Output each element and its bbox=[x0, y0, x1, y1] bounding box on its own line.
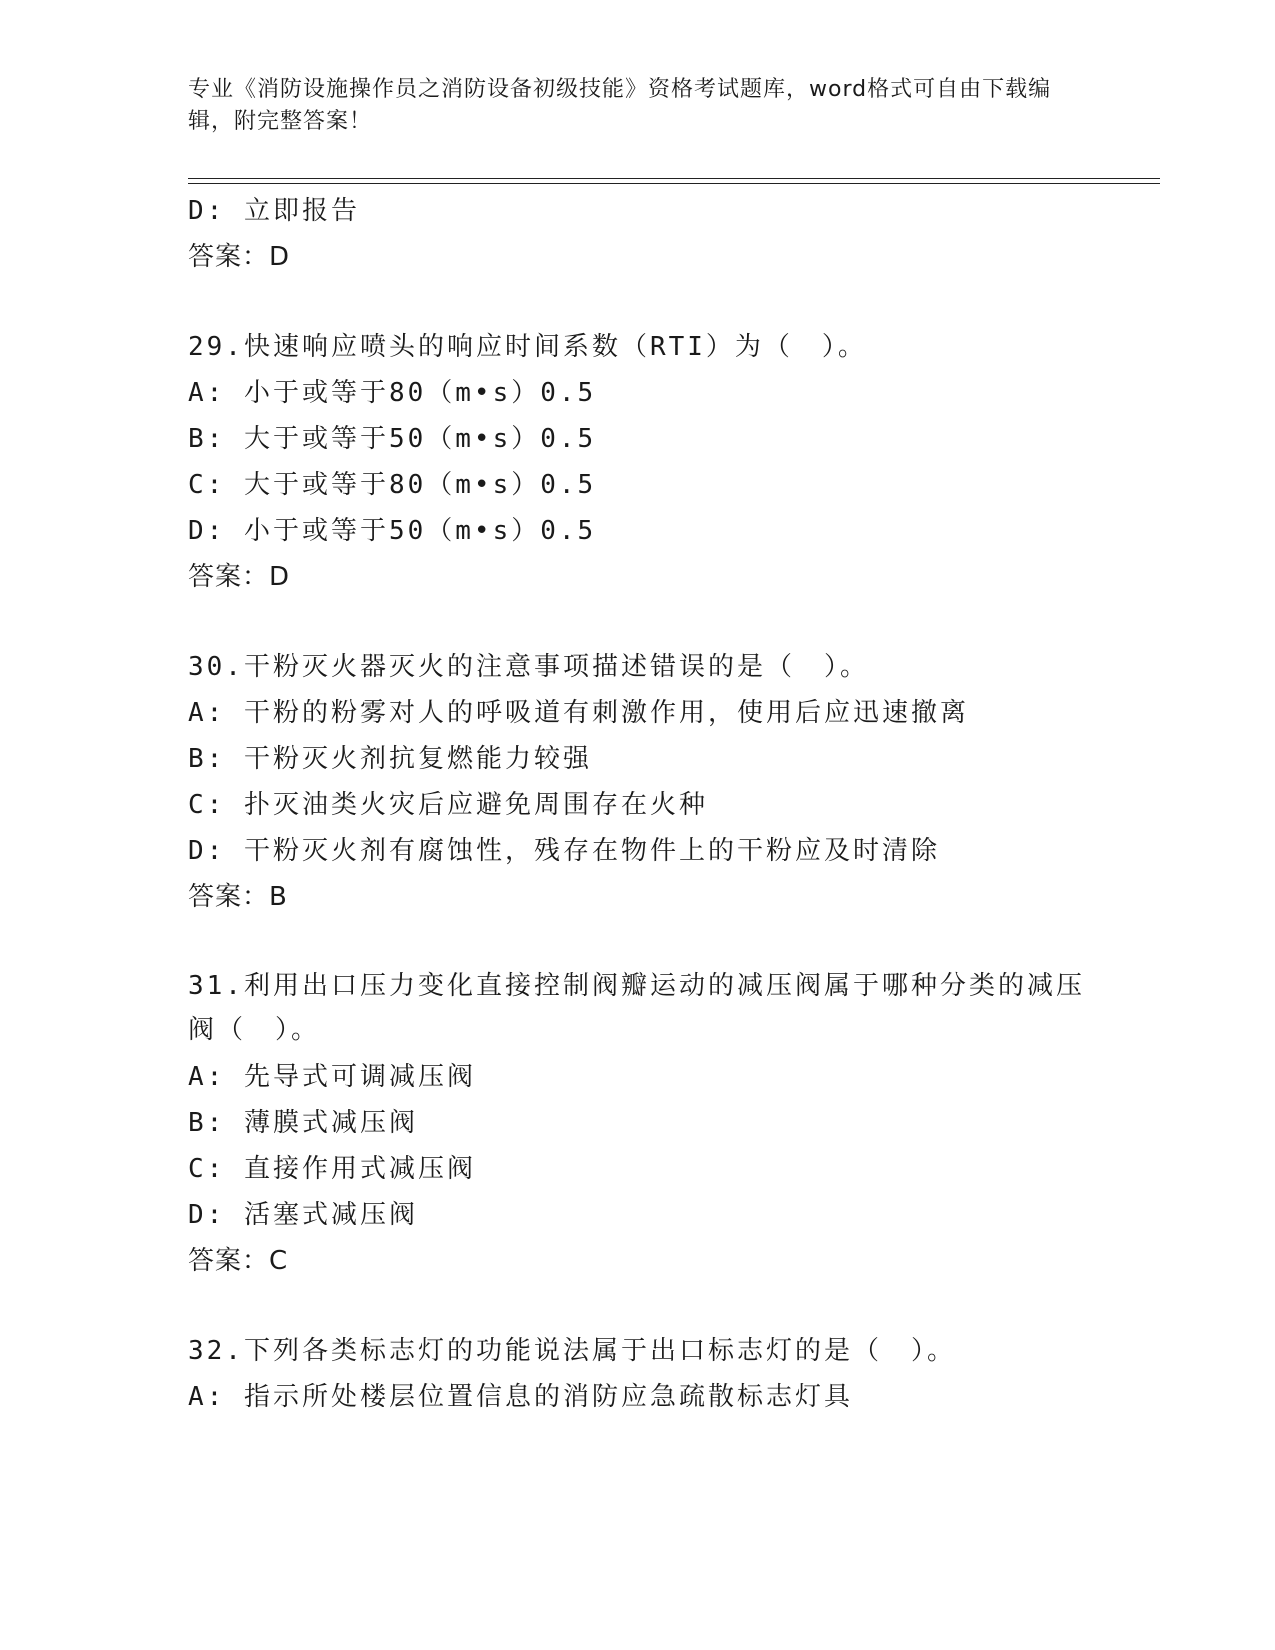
question-list bbox=[188, 188, 1088, 1420]
document-header: 专业《消防设施操作员之消防设备初级技能》资格考试题库，word格式可自由下载编辑，附完整答案！ bbox=[188, 77, 1052, 134]
answer-label: 答案：B bbox=[188, 882, 288, 912]
option-a: A: 干粉的粉雾对人的呼吸道有刺激作用，使用后应迅速撤离 bbox=[188, 698, 969, 728]
option-c: C: 直接作用式减压阀 bbox=[188, 1154, 476, 1184]
option-d: D: 干粉灭火剂有腐蚀性，残存在物件上的干粉应及时清除 bbox=[188, 836, 940, 866]
option-d: D: 立即报告 bbox=[188, 196, 360, 226]
answer-label: 答案：D bbox=[188, 242, 291, 272]
option-a: A: 先导式可调减压阀 bbox=[188, 1062, 476, 1092]
option-b: B: 大于或等于50（m•s）0.5 bbox=[188, 424, 597, 454]
option-d: D: 小于或等于50（m•s）0.5 bbox=[188, 516, 597, 546]
option-d: D: 活塞式减压阀 bbox=[188, 1200, 418, 1230]
option-c: C: 大于或等于80（m•s）0.5 bbox=[188, 470, 597, 500]
question-stem: 30.干粉灭火器灭火的注意事项描述错误的是（ ）。 bbox=[188, 652, 869, 682]
header-rule-top bbox=[188, 178, 1160, 179]
option-c: C: 扑灭油类火灾后应避免周围存在火种 bbox=[188, 790, 708, 820]
option-b: B: 薄膜式减压阀 bbox=[188, 1108, 418, 1138]
question-stem: 29.快速响应喷头的响应时间系数（RTI）为（ ）。 bbox=[188, 332, 867, 362]
question-stem: 31.利用出口压力变化直接控制阀瓣运动的减压阀属于哪种分类的减压阀（ ）。 bbox=[188, 971, 1085, 1045]
option-a: A: 指示所处楼层位置信息的消防应急疏散标志灯具 bbox=[188, 1382, 853, 1412]
option-a: A: 小于或等于80（m•s）0.5 bbox=[188, 378, 597, 408]
answer-label: 答案：D bbox=[188, 562, 291, 592]
header-rule-bottom bbox=[188, 183, 1160, 184]
option-b: B: 干粉灭火剂抗复燃能力较强 bbox=[188, 744, 592, 774]
answer-label: 答案：C bbox=[188, 1246, 289, 1276]
question-stem: 32.下列各类标志灯的功能说法属于出口标志灯的是（ ）。 bbox=[188, 1336, 956, 1366]
